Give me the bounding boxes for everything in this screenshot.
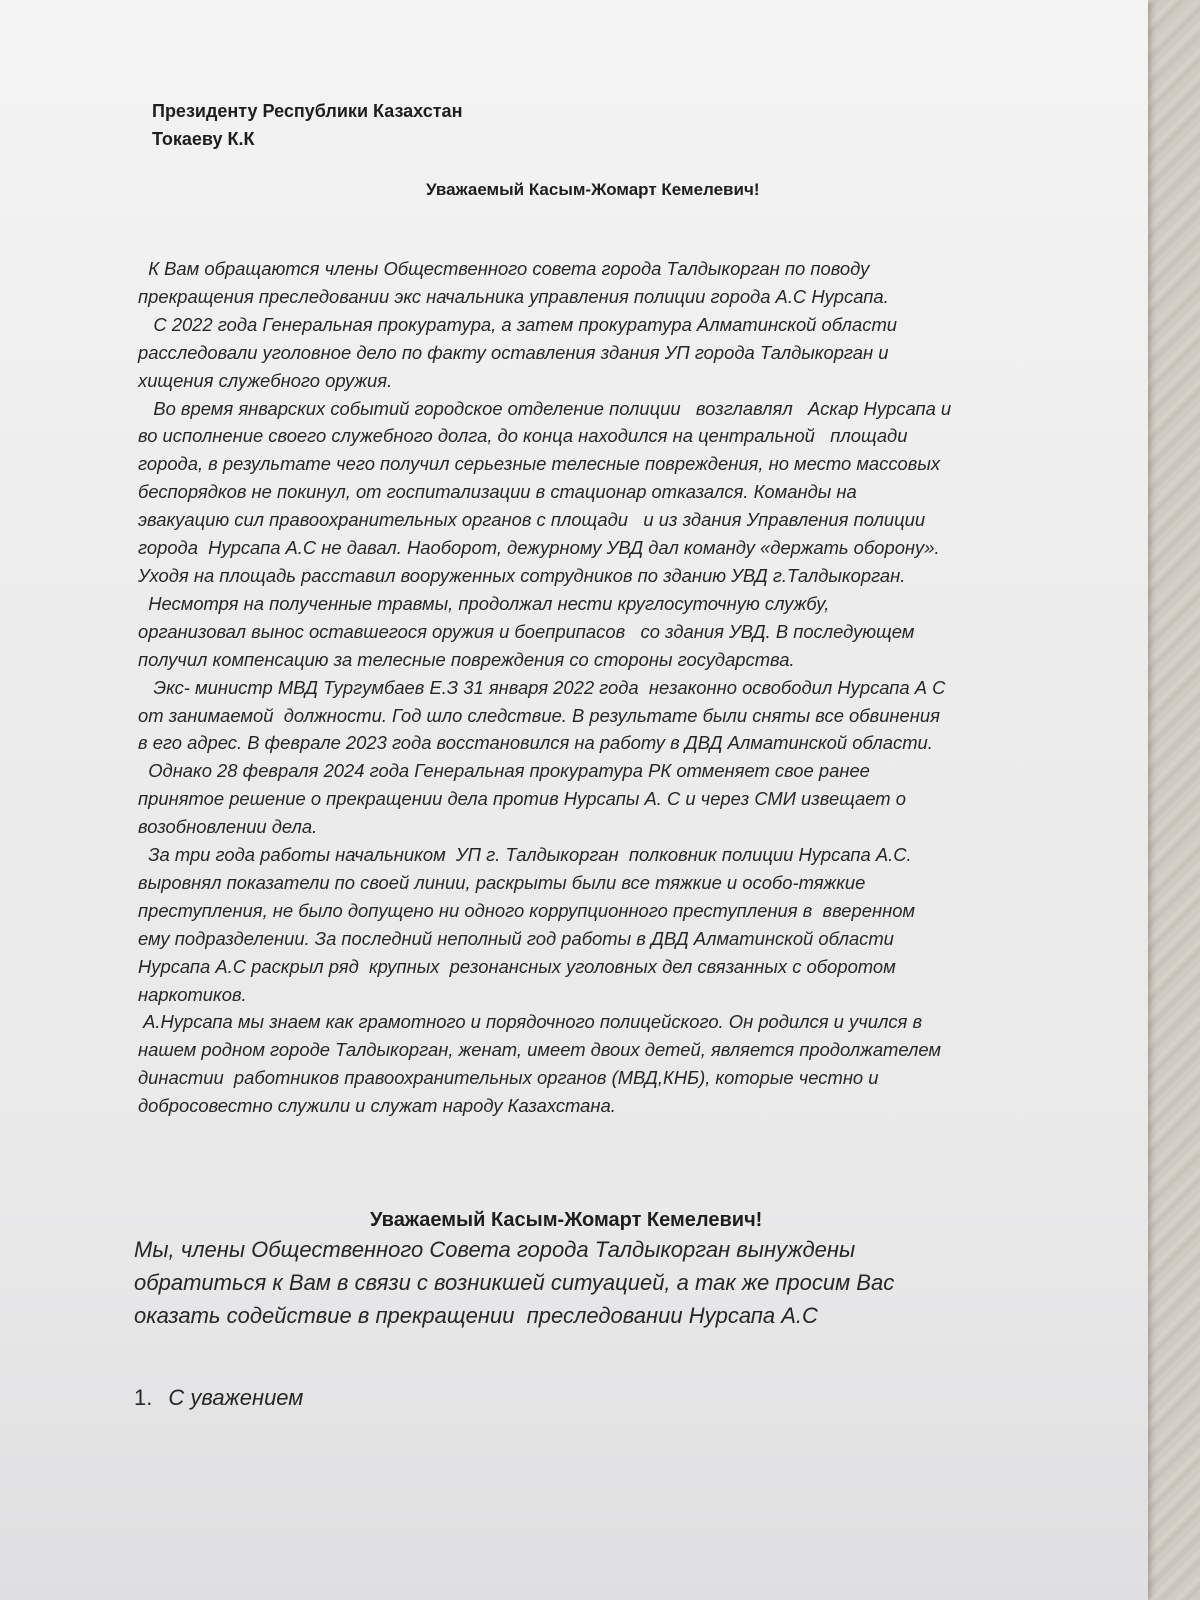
body-line: в его адрес. В феврале 2023 года восстановился на работу в ДВД Алматинской области. bbox=[138, 732, 933, 754]
body-line: беспорядков не покинул, от госпитализации в стационар отказался. Команды на bbox=[138, 481, 857, 503]
body-line: организовал вынос оставшегося оружия и боеприпасов со здания УВД. В последующем bbox=[138, 620, 915, 642]
closing-line bbox=[134, 1385, 303, 1411]
addressee-line-1: Президенту Республики Казахстан bbox=[152, 101, 463, 121]
body-line: Во время январских событий городское отделение полиции возглавлял Аскар Нурсапа и bbox=[138, 397, 952, 419]
body-line: хищения служебного оружия. bbox=[138, 369, 393, 391]
body-line: города, в результате чего получил серьезные телесные повреждения, но место массовых bbox=[138, 453, 941, 475]
body-line: К Вам обращаются члены Общественного совета города Талдыкорган по поводу bbox=[138, 258, 870, 279]
body-line: Нурсапа А.С раскрыл ряд крупных резонансных уголовных дел связанных с оборотом bbox=[138, 955, 896, 977]
body-line: принятое решение о прекращении дела против Нурсапы А. С и через СМИ извещает о bbox=[138, 788, 906, 810]
body-line: С 2022 года Генеральная прокуратура, а затем прокуратура Алматинской области bbox=[138, 313, 898, 335]
body-line: Однако 28 февраля 2024 года Генеральная прокуратура РК отменяет свое ранее bbox=[138, 760, 870, 782]
closing-number: 1. bbox=[134, 1385, 153, 1410]
body-line: получил компенсацию за телесные повреждения со стороны государства. bbox=[138, 648, 795, 670]
body-line: За три года работы начальником УП г. Талдыкорган полковник полиции Нурсапа А.С. bbox=[138, 844, 912, 866]
body-line: преступления, не было допущено ни одного коррупционного преступления в вверенном bbox=[138, 899, 916, 921]
background-fabric bbox=[1140, 0, 1200, 1600]
salutation-top: Уважаемый Касым-Жомарт Кемелевич! bbox=[426, 180, 760, 199]
appeal-line: оказать содействие в прекращении преследовании Нурсапа А.С bbox=[134, 1303, 818, 1328]
appeal-line: Мы, члены Общественного Совета города Талдыкорган вынуждены bbox=[134, 1237, 856, 1262]
body-line: наркотиков. bbox=[138, 983, 247, 1005]
body-line: расследовали уголовное дело по факту оставления здания УП города Талдыкорган и bbox=[138, 341, 889, 363]
closing-text: С уважением bbox=[168, 1385, 304, 1410]
body-line: возобновлении дела. bbox=[138, 816, 318, 838]
body-line: Несмотря на полученные травмы, продолжал нести круглосуточную службу, bbox=[138, 592, 830, 614]
appeal-paragraph bbox=[134, 1233, 894, 1332]
body-line: добросовестно служили и служат народу Казахстана. bbox=[138, 1095, 616, 1117]
appeal-line: обратиться к Вам в связи с возникшей ситуацией, а так же просим Вас bbox=[134, 1270, 895, 1295]
body-line: ему подразделении. За последний неполный год работы в ДВД Алматинской области bbox=[138, 927, 894, 949]
body-line: выровнял показатели по своей линии, раскрыты были все тяжкие и особо-тяжкие bbox=[138, 871, 866, 893]
salutation-bottom: Уважаемый Касым-Жомарт Кемелевич! bbox=[370, 1209, 763, 1231]
body-line: династии работников правоохранительных органов (МВД,КНБ), которые честно и bbox=[138, 1067, 879, 1089]
body-line: Экс- министр МВД Тургумбаев Е.З 31 января 2022 года незаконно освободил Нурсапа А С bbox=[138, 676, 946, 698]
body-line: во исполнение своего служебного долга, до конца находился на центральной площади bbox=[138, 425, 908, 447]
body-line: А.Нурсапа мы знаем как грамотного и порядочного полицейского. Он родился и учился в bbox=[138, 1011, 923, 1033]
body-line: от занимаемой должности. Год шло следствие. В результате были сняты все обвинения bbox=[138, 704, 940, 726]
letter-body bbox=[138, 255, 1098, 1120]
body-line: нашем родном городе Талдыкорган, женат, имеет двоих детей, является продолжателем bbox=[138, 1039, 941, 1061]
body-line: города Нурсапа А.С не давал. Наоборот, дежурному УВД дал команду «держать оборону». bbox=[138, 537, 940, 559]
body-line: прекращения преследовании экс начальника управления полиции города А.С Нурсапа. bbox=[138, 285, 889, 307]
body-line: Уходя на площадь расставил вооруженных сотрудников по зданию УВД г.Талдыкорган. bbox=[138, 564, 906, 586]
addressee-line-2: Токаеву К.К bbox=[152, 129, 255, 149]
addressee-block bbox=[152, 97, 462, 153]
body-line: эвакуацию сил правоохранительных органов с площади и из здания Управления полиции bbox=[138, 509, 926, 531]
